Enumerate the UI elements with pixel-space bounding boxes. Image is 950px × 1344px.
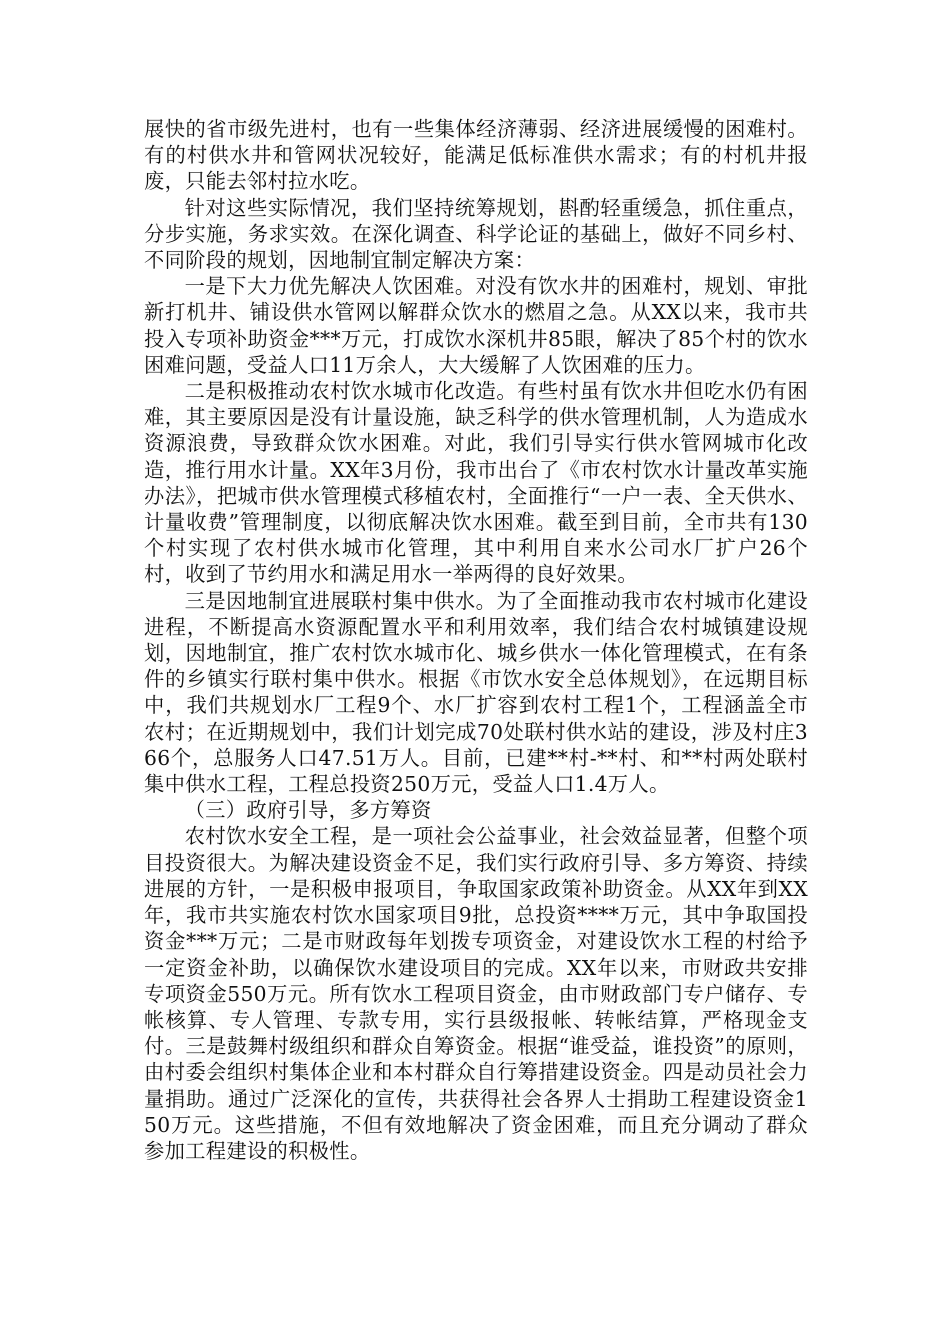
document-body (144, 116, 808, 1164)
paragraph-planning: 针对这些实际情况，我们坚持统筹规划，斟酌轻重缓急，抓住重点，分步实施，务求实效。在深化调查、科学论证的基础上，做好不同乡村、不同阶段的规划，因地制宜制定解决方案： (144, 195, 808, 273)
paragraph-point-three: 三是因地制宜进展联村集中供水。为了全面推动我市农村城市化建设进程，不断提高水资源配置水平和利用效率，我们结合农村城镇建设规划，因地制宜，推广农村饮水城市化、城乡供水一体化管理模式，在有条件的乡镇实行联村集中供水。根据《市饮水安全总体规划》，在远期目标中，我们共规划水厂工程9个、水厂扩容到农村工程1个，工程涵盖全市农村；在近期规划中，我们计划完成70处联村供水站的建设，涉及村庄366个，总服务人口47.51万人。目前，已建**村-**村、和**村两处联村集中供水工程，工程总投资250万元，受益人口1.4万人。 (144, 588, 808, 797)
paragraph-continuation: 展快的省市级先进村，也有一些集体经济薄弱、经济进展缓慢的困难村。有的村供水井和管网状况较好，能满足低标准供水需求；有的村机井报废，只能去邻村拉水吃。 (144, 117, 808, 194)
paragraph-point-two: 二是积极推动农村饮水城市化改造。有些村虽有饮水井但吃水仍有困难，其主要原因是没有计量设施，缺乏科学的供水管理机制，人为造成水资源浪费，导致群众饮水困难。对此，我们引导实行供水管网城市化改造，推行用水计量。XX年3月份，我市出台了《市农村饮水计量改革实施办法》，把城市供水管理模式移植农村，全面推行“一户一表、全天供水、计量收费”管理制度，以彻底解决饮水困难。截至到目前，全市共有130个村实现了农村供水城市化管理，其中利用自来水公司水厂扩户26个村，收到了节约用水和满足用水一举两得的良好效果。 (144, 379, 808, 587)
paragraph-point-one: 一是下大力优先解决人饮困难。对没有饮水井的困难村，规划、审批新打机井、铺设供水管网以解群众饮水的燃眉之急。从XX以来，我市共投入专项补助资金***万元，打成饮水深机井85眼，解决了85个村的饮水困难问题，受益人口11万余人，大大缓解了人饮困难的压力。 (144, 274, 808, 377)
section-heading: （三）政府引导，多方筹资 (184, 798, 432, 823)
paragraph-funding: 农村饮水安全工程，是一项社会公益事业，社会效益显著，但整个项目投资很大。为解决建设资金不足，我们实行政府引导、多方筹资、持续进展的方针，一是积极申报项目，争取国家政策补助资金。从XX年到XX年，我市共实施农村饮水国家项目9批，总投资****万元，其中争取国投资金***万元；二是市财政每年划拨专项资金，对建设饮水工程的村给予一定资金补助，以确保饮水建设项目的完成。XX年以来，市财政共安排专项资金550万元。所有饮水工程项目资金，由市财政部门专户储存、专帐核算、专人管理、专款专用，实行县级报帐、转帐结算，严格现金支付。三是鼓舞村级组织和群众自筹资金。根据“谁受益，谁投资”的原则，由村委会组织村集体企业和本村群众自行筹措建设资金。四是动员社会力量捐助。通过广泛深化的宣传，共获得社会各界人士捐助工程建设资金150万元。这些措施，不但有效地解决了资金困难，而且充分调动了群众参加工程建设的积极性。 (144, 824, 808, 1163)
